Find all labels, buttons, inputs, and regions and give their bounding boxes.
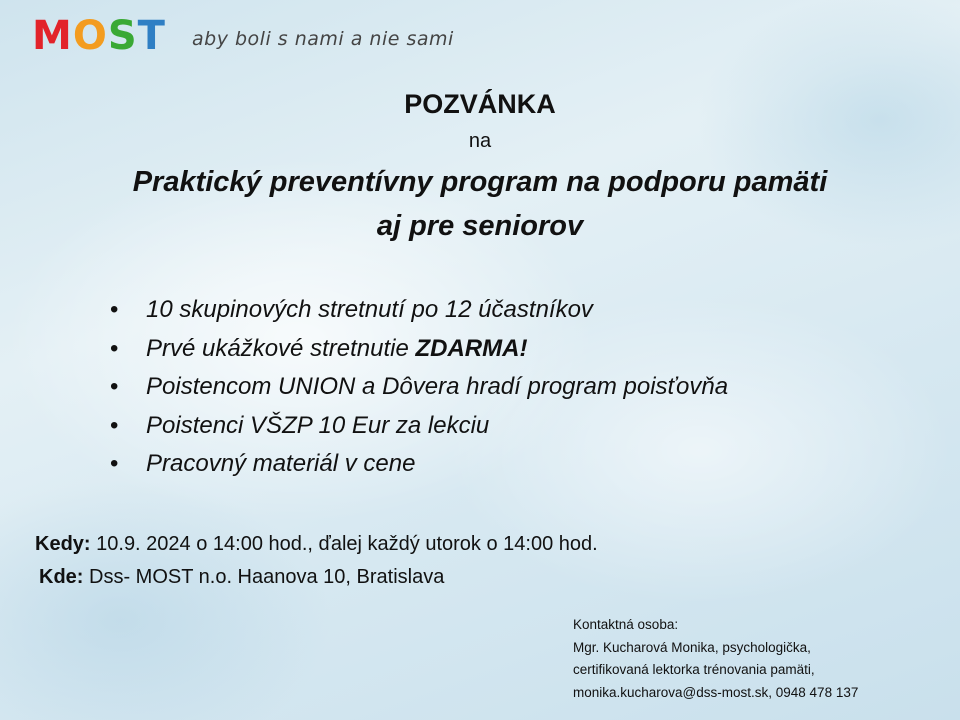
free-badge-text: ZDARMA! [415, 334, 528, 362]
page-title: POZVÁNKA [404, 89, 556, 119]
list-item-text: Poistencom UNION a Dôvera hradí program poisťovňa [146, 373, 729, 400]
program-title-line-2: aj pre seniorov [376, 210, 584, 242]
list-item [110, 291, 728, 330]
list-item [110, 407, 728, 446]
event-location-value: Dss- MOST n.o. Haanova 10, Bratislava [83, 566, 445, 588]
bullet-icon: • [110, 411, 119, 439]
program-features-list [110, 291, 728, 484]
contact-name: Mgr. Kucharová Monika, psychologička, [573, 639, 811, 655]
bullet-icon: • [110, 450, 119, 477]
program-title-line-1: Praktický preventívny program na podporu pamäti [132, 166, 828, 198]
list-item-text: Prvé ukážkové stretnutie [146, 334, 416, 362]
list-item-text: Poistenci VŠZP 10 Eur za lekciu [146, 411, 490, 439]
list-item [110, 330, 728, 369]
logo-letter: M [32, 13, 73, 59]
logo-letter: O [72, 13, 108, 59]
event-date-value: 10.9. 2024 o 14:00 hod., ďalej každý utorok o 14:00 hod. [90, 533, 598, 555]
contact-block [573, 614, 858, 704]
list-item [110, 368, 728, 407]
logo-tagline: aby boli s nami a nie sami [192, 28, 454, 50]
contact-email-phone: monika.kucharova@dss-most.sk, 0948 478 137 [573, 684, 859, 700]
event-date-label: Kedy: [35, 533, 91, 555]
contact-role: certifikovaná lektorka trénovania pamäti, [573, 662, 815, 677]
bullet-icon: • [110, 296, 119, 323]
bullet-icon: • [110, 334, 119, 362]
list-item-text: 10 skupinových stretnutí po 12 účastníkov [146, 296, 593, 323]
program-title [0, 160, 960, 248]
event-location [39, 566, 444, 589]
title-connector: na [468, 130, 492, 152]
list-item [110, 445, 728, 484]
list-item-text: Pracovný materiál v cene [146, 450, 416, 477]
logo-letter: T [137, 13, 166, 59]
most-logo [32, 14, 166, 58]
logo-wordmark [32, 14, 166, 58]
event-date [35, 533, 598, 556]
contact-heading: Kontaktná osoba: [573, 617, 679, 632]
bullet-icon: • [110, 373, 119, 400]
logo-letter: S [107, 13, 138, 59]
event-location-label: Kde: [39, 566, 84, 588]
